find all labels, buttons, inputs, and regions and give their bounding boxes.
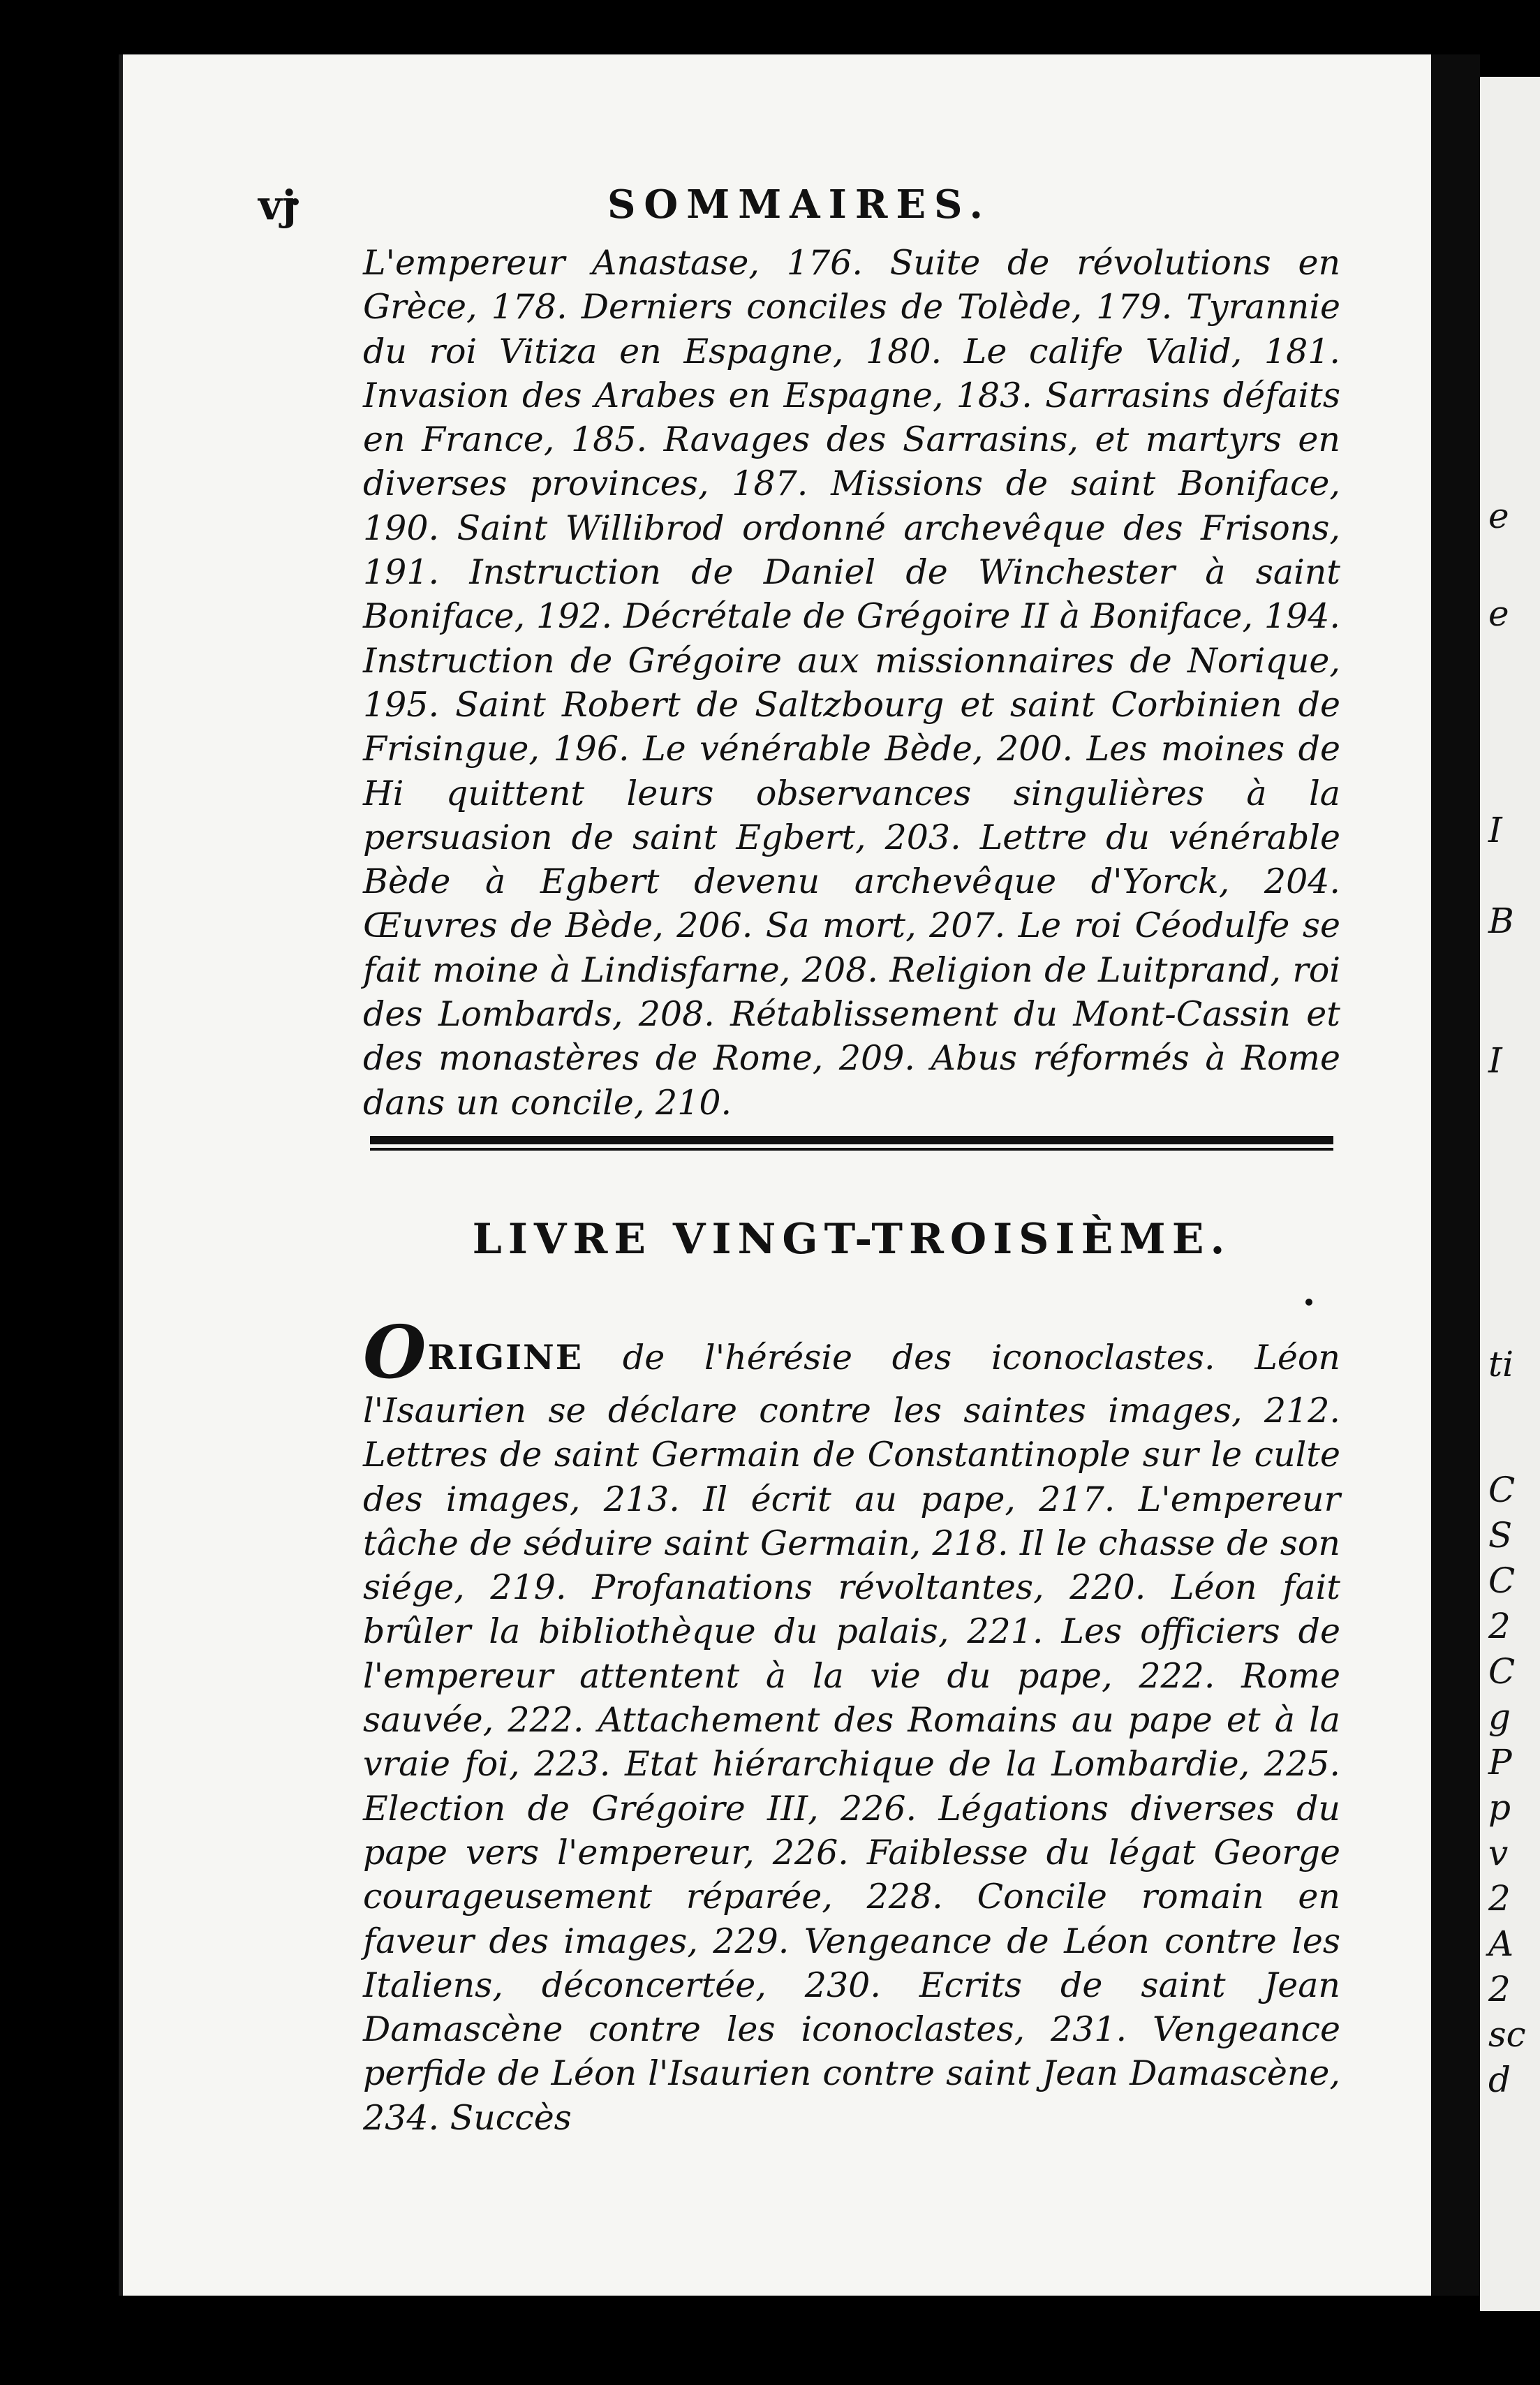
facing-page-fragment: v xyxy=(1488,1833,1509,1873)
page-number: vj xyxy=(258,182,297,229)
facing-page-fragment: 2 xyxy=(1488,1606,1511,1646)
drop-cap: O xyxy=(363,1309,427,1395)
facing-page-fragment: ti xyxy=(1488,1344,1514,1385)
facing-page-fragment: C xyxy=(1488,1470,1516,1510)
facing-page-fragment: A xyxy=(1488,1923,1514,1964)
facing-page-fragment: I xyxy=(1488,810,1502,850)
facing-page-fragment: e xyxy=(1488,496,1509,536)
facing-page-fragment: e xyxy=(1488,593,1509,634)
facing-page-edge xyxy=(1480,77,1540,2311)
facing-page-fragment: g xyxy=(1488,1697,1511,1737)
facing-page-fragment: 2 xyxy=(1488,1878,1511,1919)
facing-page-fragment: B xyxy=(1488,901,1514,941)
binding-gutter xyxy=(1431,54,1480,2296)
book-summary-text: de l'hérésie des iconoclastes. Léon l'Isaurien se déclare contre les saintes images, 212. Lettres de saint Germain de Constantinople sur le culte des images, 213. Il écrit au pape, 217. L'empereur tâche de séduire saint Germain, 218. Il le chasse de son siége, 219. Profanations révoltantes, 220. Léon fait brûler la bibliothèque du palais, 221. Les officiers de l'empereur attentent à la vie du pape, 222. Rome sauvée, 222. Attachement des Romains au pape et à la vraie foi, 223. Etat hiérarchique de la Lombardie, 225. Election de Grégoire III, 226. Légations diverses du pape vers l'empereur, 226. Faiblesse du légat George courageusement réparée, 228. Concile romain en faveur des images, 229. Vengeance de Léon contre les Italiens, déconcertée, 230. Ecrits de saint Jean Damascène contre les iconoclastes, 231. Vengeance perfide de Léon l'Isaurien contre saint Jean Damascène, 234. Succès xyxy=(363,1338,1340,2138)
first-word: RIGINE xyxy=(427,1337,584,1378)
facing-page-fragment: S xyxy=(1488,1515,1513,1556)
facing-page-fragment: p xyxy=(1488,1787,1511,1828)
running-title: SOMMAIRES. xyxy=(607,182,991,228)
ink-speck xyxy=(1305,1299,1312,1306)
section-rule xyxy=(370,1136,1333,1151)
facing-page-fragment: C xyxy=(1488,1651,1516,1692)
page-header xyxy=(258,182,1340,237)
facing-page-fragment: d xyxy=(1488,2060,1511,2100)
facing-page-fragment: sc xyxy=(1488,2014,1526,2055)
previous-book-summary: L'empereur Anastase, 176. Suite de révolutions en Grèce, 178. Derniers conciles de Tolède, 179. Tyrannie du roi Vitiza en Espagne, 180. Le calife Valid, 181. Invasion des Arabes en Espagne, 183. Sarrasins défaits en France, 185. Ravages des Sarrasins, et martyrs en diverses provinces, 187. Missions de saint Boniface, 190. Saint Willibrod ordonné archevêque des Frisons, 191. Instruction de Daniel de Winchester à saint Boniface, 192. Décrétale de Grégoire II à Boniface, 194. Instruction de Grégoire aux missionnaires de Norique, 195. Saint Robert de Saltzbourg et saint Corbinien de Frisingue, 196. Le vénérable Bède, 200. Les moines de Hi quittent leurs observances singulières à la persuasion de saint Egbert, 203. Lettre du vénérable Bède à Egbert devenu archevêque d'Yorck, 204. Œuvres de Bède, 206. Sa mort, 207. Le roi Céodulfe se fait moine à Lindisfarne, 208. Religion de Luitprand, roi des Lombards, 208. Rétablissement du Mont-Cassin et des monastères de Rome, 209. Abus réformés à Rome dans un concile, 210. xyxy=(363,243,1340,1123)
facing-page-fragment: 2 xyxy=(1488,1969,1511,2009)
facing-page-fragment: C xyxy=(1488,1560,1516,1601)
facing-page-fragment: I xyxy=(1488,1040,1502,1081)
book-summary xyxy=(363,1309,1340,2140)
facing-page-fragment: P xyxy=(1488,1742,1512,1782)
book-title: LIVRE VINGT-TROISIÈME. xyxy=(472,1215,1231,1264)
